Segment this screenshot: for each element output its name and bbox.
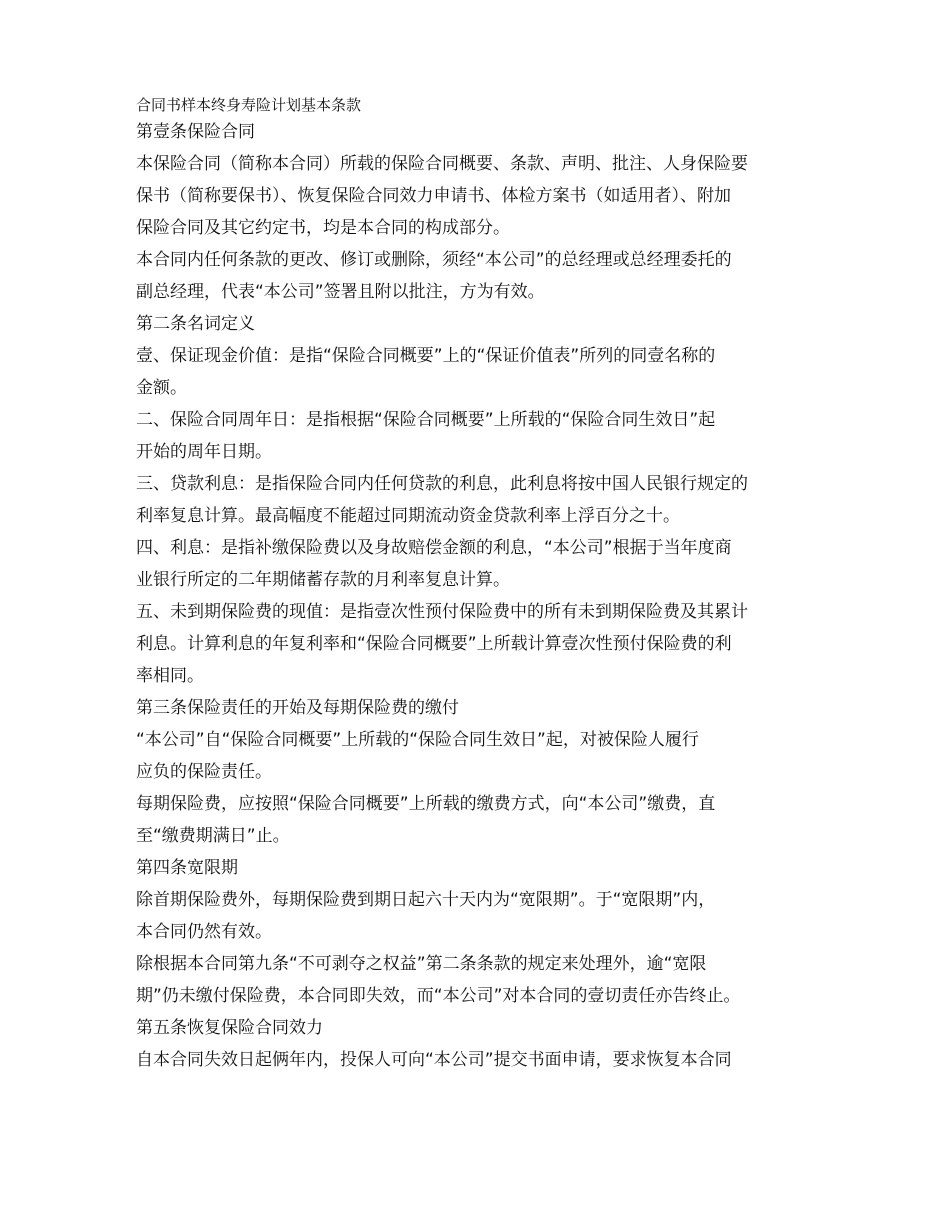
text-line: 三、贷款利息：是指保险合同内任何贷款的利息，此利息将按中国人民银行规定的	[136, 474, 748, 494]
text-line: 保书（简称要保书）、恢复保险合同效力申请书、体检方案书（如适用者）、附加	[136, 186, 731, 206]
text-line: 金额。	[136, 378, 187, 398]
paragraph	[136, 884, 816, 948]
text-line: 除根据本合同第九条“不可剥夺之权益”第二条条款的规定来处理外，逾“宽限	[136, 954, 707, 974]
paragraph	[136, 948, 816, 1012]
text-line: 自本合同失效日起俩年内，投保人可向“本公司”提交书面申请，要求恢复本合同	[136, 1050, 732, 1070]
text-line: 每期保险费，应按照“保险合同概要”上所载的缴费方式，向“本公司”缴费，直	[136, 794, 716, 814]
paragraph	[136, 404, 816, 468]
paragraph	[136, 724, 816, 788]
paragraph	[136, 148, 816, 244]
section-heading: 第二条名词定义	[136, 314, 255, 334]
text-line: 本合同仍然有效。	[136, 922, 272, 942]
paragraph	[136, 244, 816, 308]
paragraph	[136, 468, 816, 532]
document-title: 合同书样本终身寿险计划基本条款	[136, 96, 362, 114]
section-heading: 第四条宽限期	[136, 858, 238, 878]
text-line: 本合同内任何条款的更改、修订或删除，须经“本公司”的总经理或总经理委托的	[136, 250, 732, 270]
text-line: 应负的保险责任。	[136, 762, 272, 782]
text-line: 至“缴费期满日”止。	[136, 826, 290, 846]
text-line: 除首期保险费外，每期保险费到期日起六十天内为“宽限期”。于“宽限期”内，	[136, 890, 716, 910]
text-line: 四、利息：是指补缴保险费以及身故赔偿金额的利息，“本公司”根据于当年度商	[136, 538, 732, 558]
text-line: 业银行所定的二年期储蓄存款的月利率复息计算。	[136, 570, 510, 590]
paragraph	[136, 596, 816, 692]
paragraph	[136, 788, 816, 852]
text-line: 利息。计算利息的年复利率和“保险合同概要”上所载计算壹次性预付保险费的利	[136, 634, 732, 654]
text-line: 开始的周年日期。	[136, 442, 272, 462]
text-line: “本公司”自“保险合同概要”上所载的“保险合同生效日”起，对被保险人履行	[136, 730, 699, 750]
text-line: 利率复息计算。最高幅度不能超过同期流动资金贷款利率上浮百分之十。	[136, 506, 680, 526]
section-heading: 第五条恢复保险合同效力	[136, 1018, 323, 1038]
document-body	[136, 116, 816, 1076]
section-heading: 第壹条保险合同	[136, 122, 255, 142]
document-page	[136, 94, 816, 1076]
section-heading: 第三条保险责任的开始及每期保险费的缴付	[136, 698, 459, 718]
paragraph	[136, 340, 816, 404]
text-line: 副总经理，代表“本公司”签署且附以批注，方为有效。	[136, 282, 545, 302]
text-line: 二、保险合同周年日：是指根据“保险合同概要”上所载的“保险合同生效日”起	[136, 410, 716, 430]
text-line: 五、未到期保险费的现值：是指壹次性预付保险费中的所有未到期保险费及其累计	[136, 602, 748, 622]
text-line: 期”仍未缴付保险费，本合同即失效，而“本公司”对本合同的壹切责任亦告终止。	[136, 986, 741, 1006]
text-line: 本保险合同（简称本合同）所载的保险合同概要、条款、声明、批注、人身保险要	[136, 154, 748, 174]
text-line: 保险合同及其它约定书，均是本合同的构成部分。	[136, 218, 510, 238]
paragraph	[136, 1044, 816, 1076]
text-line: 率相同。	[136, 666, 204, 686]
paragraph	[136, 532, 816, 596]
text-line: 壹、保证现金价值：是指“保险合同概要”上的“保证价值表”所列的同壹名称的	[136, 346, 716, 366]
